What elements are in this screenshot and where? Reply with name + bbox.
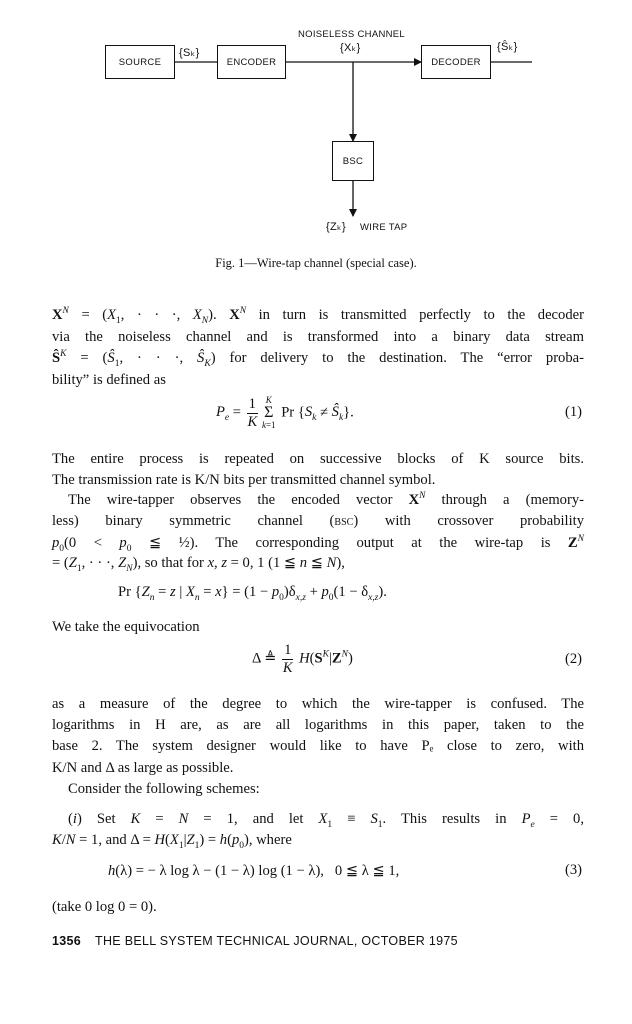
paragraph-5-line-2: logarithms in H are, as are all logarithms in this paper, taken to the [52,717,584,733]
decoder-output-symbol: {Ŝₖ} [497,41,518,53]
paragraph-2-line-1: The entire process is repeated on successive blocks of K source bits. [52,451,584,467]
page-number: 1356 [52,934,82,948]
page-footer [52,934,458,948]
equation-2: Δ ≜ $\frac{1}{K}$ $H(S^K|Z^N)$ [252,642,353,676]
equation-3: h(λ) = − λ log λ − (1 − λ) log (1 − λ), 0 ≦ λ ≦ 1, [108,863,400,879]
paragraph-1-line-1: $X^N = (X_1$, · · ·, $X_N$). $X^N$ in turn is transmitted perfectly to the decoder [52,306,584,326]
paragraph-2-line-2: The transmission rate is K/N bits per transmitted channel symbol. [52,472,436,488]
journal-title: THE BELL SYSTEM TECHNICAL JOURNAL, OCTOBER 1975 [95,934,458,948]
equation-3-number: (3) [564,862,582,878]
paragraph-1-line-2: via the noiseless channel and is transformed into a binary data stream [52,329,584,345]
noiseless-channel-title: NOISELESS CHANNEL [298,29,405,40]
paragraph-4-line-1: We take the equivocation [52,619,200,635]
scheme-i-line-2: K/N = 1, and $\Delta = H(X_1|Z_1) = h(p_0)$, where [52,832,292,851]
channel-symbol: {Xₖ} [340,42,361,54]
encoder-label: ENCODER [226,56,277,68]
equation-2-number: (2) [564,651,582,667]
wiretap-label: WIRE TAP [360,222,408,233]
paragraph-5-line-4: K/N and Δ as large as possible. [52,760,234,776]
paragraph-3-line-3: $p_0(0 < p_0$ ≦ ½). The corresponding output at the wire-tap is $Z^N$ [52,534,584,554]
equation-1-number: (1) [564,404,582,420]
encoder-box [217,45,286,79]
source-output-symbol: {Sₖ} [179,47,200,59]
wiretap-symbol: {Zₖ} [326,221,346,233]
paragraph-3-line-4: = ($Z_1$, · · ·, $Z_N$), so that for x, z = 0, 1 (1 ≦ n ≦ N), [52,555,345,574]
paragraph-1-line-4: bility” is defined as [52,372,166,388]
paragraph-3-line-1: The wire-tapper observes the encoded vector $X^N$ through a (memory- [68,491,584,508]
paragraph-6-line-3: (take 0 log 0 = 0). [52,899,157,915]
bsc-box [332,141,374,181]
figure-connections [0,0,632,275]
paragraph-1-line-3: $Ŝ^K$ = ($Ŝ_1$, · · ·, $Ŝ_K$) for delivery to the destination. The “error proba- [52,349,584,369]
decoder-label: DECODER [431,56,481,68]
bsc-label: BSC [342,155,364,167]
source-label: SOURCE [118,56,162,68]
crossover-equation: Pr {$Z_n = z$ | $X_n = x\} = (1 - p_0)\delta_{x,z} + p_0(1 - \delta_{x,z})$. [118,584,387,603]
paragraph-5-line-1: as a measure of the degree to which the wire-tapper is confused. The [52,696,584,712]
paragraph-3-line-2: less) binary symmetric channel (bsc) with crossover probability [52,513,585,529]
paragraph-5-line-3: base 2. The system designer would like to have Pₑ close to zero, with [52,738,584,754]
decoder-box [421,45,491,79]
paragraph-5-line-5: Consider the following schemes: [68,781,260,797]
figure-caption: Fig. 1—Wire-tap channel (special case). [215,256,417,270]
scheme-i-line-1: (i) Set K = N = 1, and let $X_1 \equiv S_1$. This results in $P_e = 0$, [68,811,584,830]
wire-tap-figure [0,0,632,275]
equation-1: $P_e$ = $\frac{1}{K}$ K Σ k=1 Pr {$S_k$ ≠ $Ŝ_k$}. [216,395,354,430]
source-box [105,45,175,79]
